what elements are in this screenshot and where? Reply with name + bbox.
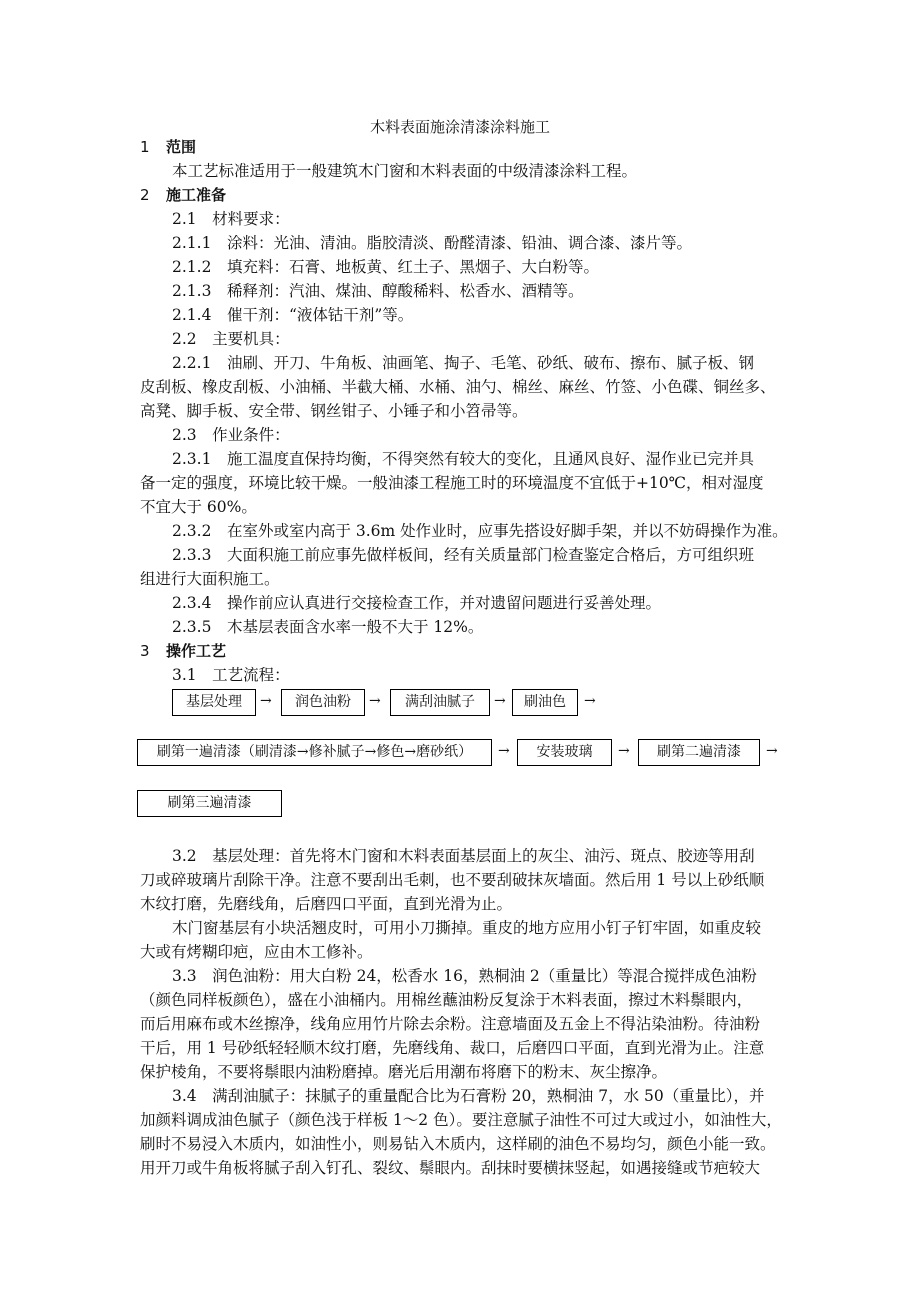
paragraph-line: 保护棱角，不要将鬃眼内油粉磨掉。磨光后用潮布将磨下的粉末、灰尘擦净。 (140, 1063, 668, 1081)
paragraph-line: 2.2.1 油刷、开刀、牛角板、油画笔、掏子、毛笔、砂纸、破布、擦布、腻子板、钢 (172, 354, 754, 372)
paragraph-line: （颜色同样板颜色），盛在小油桶内。用棉丝蘸油粉反复涂于木料表面，擦过木料鬃眼内， (140, 991, 753, 1009)
flow-arrow: → (498, 743, 510, 759)
paragraph-line: 组进行大面积施工。 (140, 570, 280, 588)
paragraph-line: 木门窗基层有小块活翘皮时，可用小刀撕掉。重皮的地方应用小钉子钉牢固，如重皮较 (172, 919, 762, 937)
section-2-heading (140, 184, 226, 206)
flow-step-install-glass: 安装玻璃 (517, 739, 612, 766)
section-3-heading (140, 640, 226, 662)
section-number: 1 (140, 138, 150, 156)
paragraph-line: 3.4 满刮油腻子：抹腻子的重量配合比为石膏粉 20，熟桐油 7，水 50（重量比），并 (172, 1087, 765, 1105)
paragraph-line: 2.1.4 催干剂：“液体钴干剂”等。 (172, 306, 414, 324)
section-title: 施工准备 (166, 186, 227, 204)
flow-step-base-treatment: 基层处理 (172, 689, 256, 716)
paragraph-line: 3.3 润色油粉：用大白粉 24，松香水 16，熟桐油 2（重量比）等混合搅拌成色油粉 (172, 967, 757, 985)
section-title: 操作工艺 (166, 642, 227, 660)
paragraph-line: 2.3.4 操作前应认真进行交接检查工作，并对遗留问题进行妥善处理。 (172, 594, 661, 612)
paragraph-line: 而后用麻布或木丝擦净，线角应用竹片除去余粉。注意墙面及五金上不得沾染油粉。待油粉 (140, 1015, 761, 1033)
paragraph-line: 2.1.2 填充料：石膏、地板黄、红土子、黑烟子、大白粉等。 (172, 258, 599, 276)
paragraph-line: 2.1.3 稀释剂：汽油、煤油、醇酸稀料、松香水、酒精等。 (172, 282, 584, 300)
paragraph-line: 木纹打磨，先磨线角，后磨四口平面，直到光滑为止。 (140, 895, 513, 913)
flow-step-second-varnish: 刷第二遍清漆 (638, 739, 760, 766)
flow-step-third-varnish: 刷第三遍清漆 (137, 790, 282, 817)
paragraph-line: 本工艺标准适用于一般建筑木门窗和木料表面的中级清漆涂料工程。 (172, 162, 638, 180)
paragraph-line: 2.2 主要机具： (172, 330, 290, 348)
paragraph-line: 2.3 作业条件： (172, 426, 290, 444)
section-1-heading (140, 136, 196, 158)
paragraph-line: 2.3.1 施工温度直保持均衡，不得突然有较大的变化，且通风良好、湿作业已完并具 (172, 450, 754, 468)
paragraph-line: 2.3.3 大面积施工前应事先做样板间，经有关质量部门检查鉴定合格后，方可组织班 (172, 546, 754, 564)
flow-step-putty: 满刮油腻子 (390, 689, 490, 716)
paragraph-line: 2.1.1 涂料：光油、清油。脂胶清淡、酚醛清漆、铅油、调合漆、漆片等。 (172, 234, 692, 252)
paragraph-line: 加颜料调成油色腻子（颜色浅于样板 1～2 色）。要注意腻子油性不可过大或过小，如油性大， (140, 1111, 782, 1129)
paragraph-line: 2.3.2 在室外或室内高于 3.6m 处作业时，应事先搭设好脚手架，并以不妨碍操作为准。 (172, 522, 788, 540)
flow-arrow: → (260, 693, 272, 709)
paragraph-line: 高凳、脚手板、安全带、钢丝钳子、小锤子和小笤帚等。 (140, 402, 528, 420)
section-title: 范围 (166, 138, 197, 156)
flow-step-oil-color: 刷油色 (512, 689, 578, 716)
paragraph-line: 大或有烤糊印疤，应由木工修补。 (140, 943, 373, 961)
flow-arrow: → (494, 693, 506, 709)
flow-step-first-varnish: 刷第一遍清漆（刷清漆→修补腻子→修色→磨砂纸） (137, 739, 492, 766)
paragraph-line: 3.2 基层处理：首先将木门窗和木料表面基层面上的灰尘、油污、斑点、胶迹等用刮 (172, 847, 755, 865)
paragraph-line: 用开刀或牛角板将腻子刮入钉孔、裂纹、鬃眼内。刮抹时要横抹竖起，如遇接缝或节疤较大 (140, 1159, 761, 1177)
paragraph-line: 不宜大于 60%。 (140, 498, 257, 516)
flow-arrow: → (369, 693, 381, 709)
section-number: 2 (140, 186, 150, 204)
paragraph-line: 刷时不易浸入木质内，如油性小，则易钻入木质内，这样刷的油色不易均匀，颜色小能一致。 (140, 1135, 776, 1153)
paragraph-line: 2.1 材料要求： (172, 210, 290, 228)
paragraph-line: 干后，用 1 号砂纸轻轻顺木纹打磨，先磨线角、裁口，后磨四口平面，直到光滑为止。注意 (140, 1039, 765, 1057)
paragraph-line: 刀或碎玻璃片刮除干净。注意不要刮出毛刺，也不要刮破抹灰墙面。然后用 1 号以上砂纸顺 (140, 871, 765, 889)
document-title: 木料表面施涂清漆涂料施工 (369, 118, 550, 136)
section-number: 3 (140, 642, 150, 660)
paragraph-line: 3.1 工艺流程： (172, 666, 290, 684)
flow-arrow: → (618, 743, 630, 759)
flow-arrow: → (766, 743, 778, 759)
flow-arrow: → (584, 693, 596, 709)
paragraph-line: 皮刮板、橡皮刮板、小油桶、半截大桶、水桶、油勺、棉丝、麻丝、竹签、小色碟、铜丝多、 (140, 378, 776, 396)
flow-step-oil-powder: 润色油粉 (281, 689, 365, 716)
paragraph-line: 备一定的强度，环境比较干燥。一般油漆工程施工时的环境温度不宜低于+10℃，相对湿度 (140, 474, 764, 492)
paragraph-line: 2.3.5 木基层表面含水率一般不大于 12%。 (172, 618, 484, 636)
